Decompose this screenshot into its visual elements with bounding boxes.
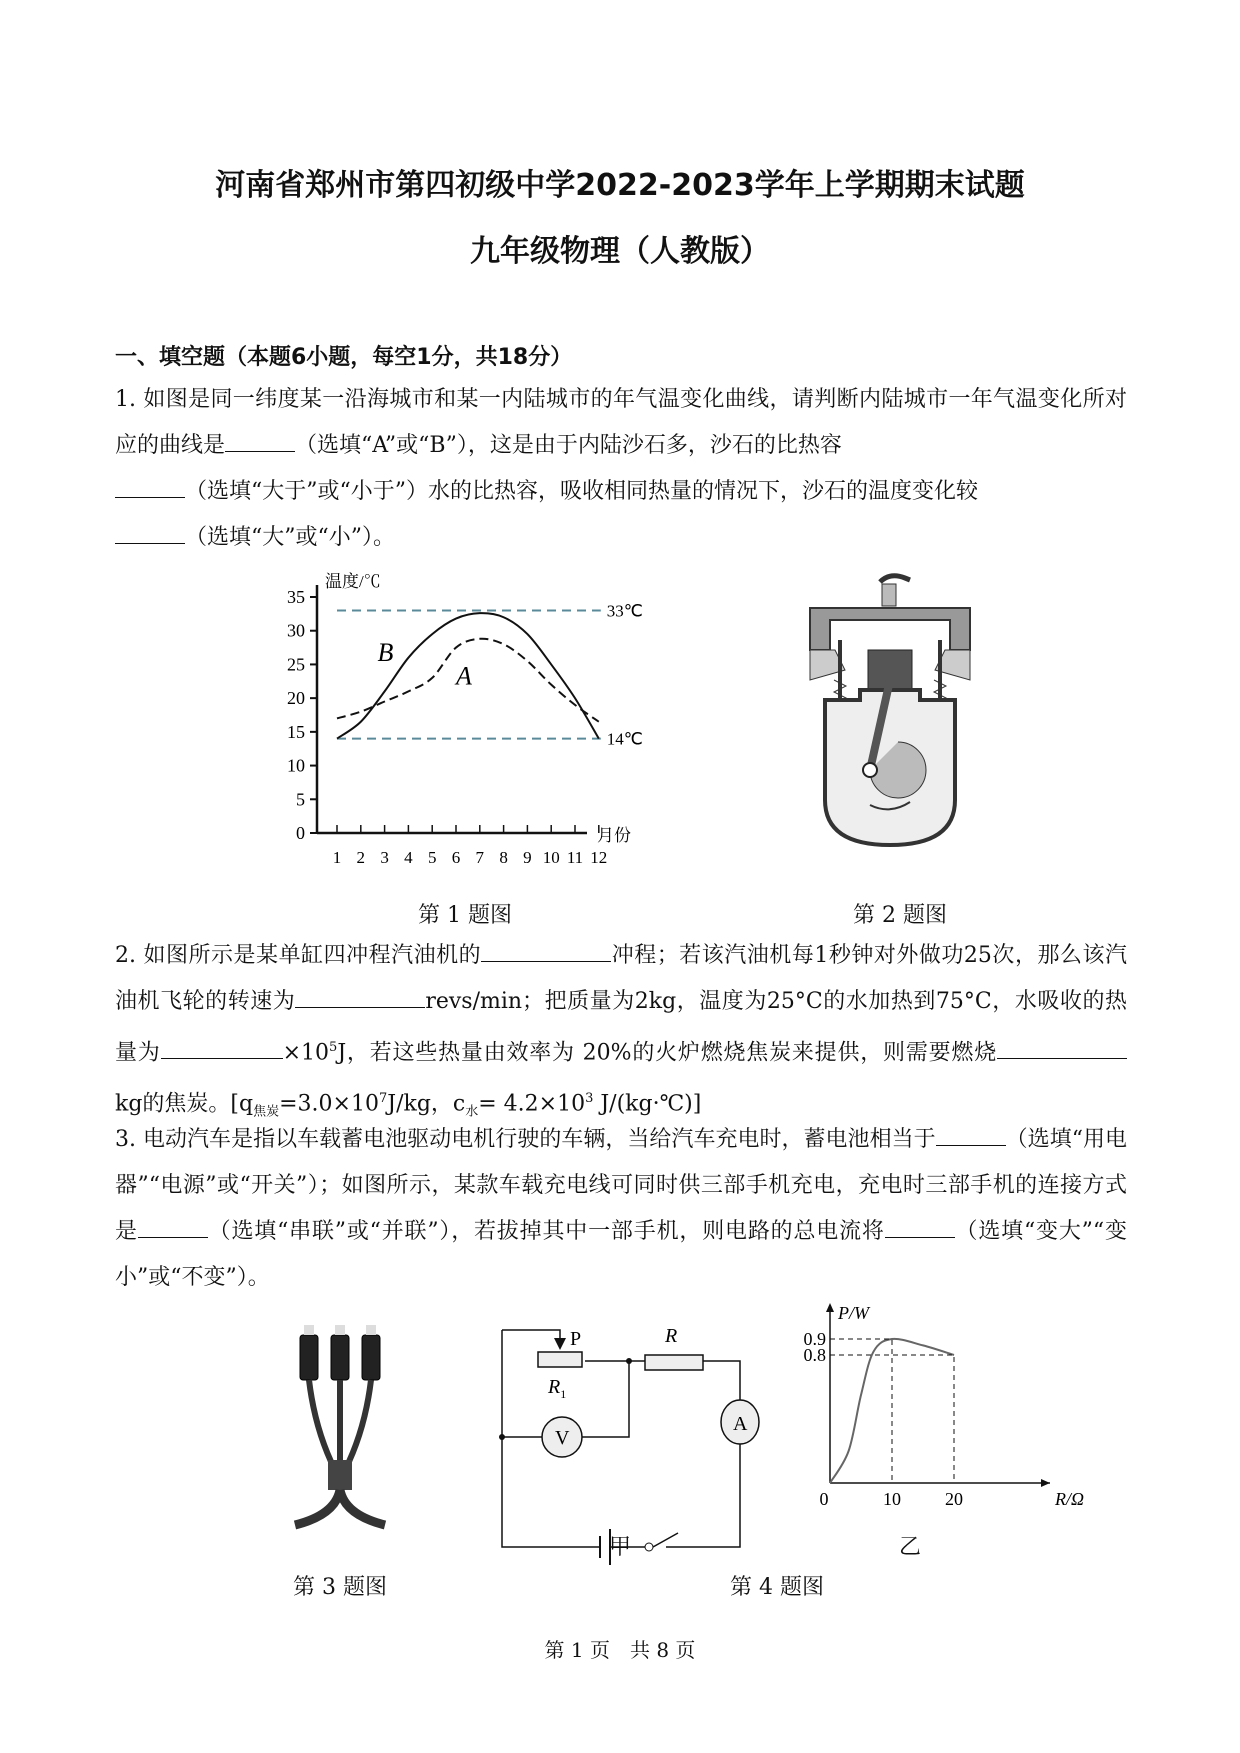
y-axis-label: P/W: [838, 1303, 869, 1323]
x-arrow: [1041, 1479, 1050, 1487]
x-tick-label: 5: [427, 848, 437, 867]
series-label-A: A: [456, 661, 472, 691]
engine-diagram: [800, 570, 980, 850]
x-tick-label: 0: [819, 1489, 829, 1509]
answer-blank[interactable]: [885, 1215, 955, 1238]
y-tick-label: 0.9: [803, 1329, 826, 1349]
question-1: 1. 如图是同一纬度某一沿海城市和某一内陆城市的年气温变化曲线，请判断内陆城市一年气温变化所对应的曲线是 （选填“A”或“B”），这是由于内陆沙石多，沙石的比热容 （选填“大于”或“小于”）水的比热容，吸收相同热量的情况下，沙石的温度变化较 （选填“大”或“小”）。: [115, 387, 1127, 550]
figure-2-caption: 第 2 题图: [853, 903, 947, 928]
x-tick-label: 7: [475, 848, 485, 867]
y-tick-label: 25: [287, 654, 305, 675]
temperature-chart: [270, 565, 670, 875]
answer-blank[interactable]: [138, 1215, 208, 1238]
x-tick-label: 8: [499, 848, 508, 867]
answer-blank[interactable]: [115, 521, 185, 544]
x-tick-label: 4: [404, 848, 413, 867]
x-tick-label: 11: [566, 848, 584, 867]
answer-blank[interactable]: [161, 1036, 283, 1059]
voltmeter-label: V: [555, 1427, 570, 1449]
resistor-label: R: [665, 1325, 678, 1347]
x-tick-label: 1: [332, 848, 342, 867]
y-tick-label: 30: [287, 620, 305, 641]
x-tick-label: 6: [451, 848, 461, 867]
answer-blank[interactable]: [295, 985, 425, 1008]
reference-label: 33℃: [606, 601, 643, 621]
x-tick-label: 12: [590, 848, 608, 867]
answer-blank[interactable]: [936, 1123, 1006, 1146]
slider-label: P: [570, 1328, 582, 1350]
page-footer: 第 1 页 共 8 页: [544, 1638, 696, 1662]
x-tick-label: 2: [356, 848, 366, 867]
power-resistance-graph: [780, 1295, 1085, 1515]
x-axis-label: 月份: [597, 826, 631, 845]
y-axis-label: 温度/℃: [325, 572, 381, 591]
x-tick-label: 20: [945, 1489, 963, 1509]
x-tick-label: 10: [542, 848, 560, 867]
y-tick-label: 20: [287, 688, 305, 709]
y-tick-label: 10: [287, 755, 305, 776]
rheostat-label: $R_1$: [548, 1376, 567, 1401]
question-3: 3. 电动汽车是指以车载蓄电池驱动电机行驶的车辆，当给汽车充电时，蓄电池相当于 （选填“用电器”“电源”或“开关”）；如图所示，某款车载充电线可同时供三部手机充电，充电时三部手机的连接方式是 （选填“串联”或“并联”），若拔掉其中一部手机，则电路的总电流将 （选填“变大”“变小”或“不变”）。: [115, 1117, 1127, 1301]
answer-blank[interactable]: [225, 429, 295, 452]
guide-line: [830, 1355, 954, 1483]
circuit-diagram: [490, 1300, 750, 1540]
x-tick-label: 9: [523, 848, 532, 867]
page-title: 河南省郑州市第四初级中学2022-2023学年上学期期末试题: [215, 168, 1025, 203]
y-tick-label: 5: [296, 789, 305, 810]
y-tick-label: 35: [287, 587, 305, 607]
x-tick-label: 10: [883, 1489, 901, 1509]
figure-4b-label: 乙: [898, 1535, 921, 1560]
y-tick-label: 15: [287, 721, 305, 742]
figure-4-caption: 第 4 题图: [730, 1575, 824, 1600]
x-tick-label: 3: [380, 848, 389, 867]
ammeter-label: A: [733, 1413, 748, 1435]
y-tick-label: 0: [296, 823, 305, 843]
section-heading: 一、填空题（本题6小题，每空1分，共18分）: [115, 345, 573, 370]
answer-blank[interactable]: [115, 475, 185, 498]
answer-blank[interactable]: [997, 1036, 1127, 1059]
figure-4a-label: 甲: [608, 1535, 631, 1560]
reference-label: 14℃: [606, 729, 643, 749]
question-2: 2. 如图所示是某单缸四冲程汽油机的 冲程；若该汽油机每1秒钟对外做功25次，那么该汽油机飞轮的转速为 revs/min；把质量为2kg，温度为25°C的水加热到75°C，水吸收的热量为 $\times 10^5J$，若这些热量由效率为 20%的火炉燃烧焦炭来提供，则需要燃烧kg的焦炭。[$q_{焦炭}=3.0\times 10^7J/kg$，$c_水= 4.2\times 10^3$ J/(kg·℃)]: [115, 933, 1127, 1136]
y-arrow: [826, 1303, 834, 1312]
guide-line: [830, 1339, 892, 1483]
figure-3-caption: 第 3 题图: [293, 1575, 387, 1600]
answer-blank[interactable]: [481, 939, 611, 962]
page-subtitle: 九年级物理（人教版）: [470, 234, 770, 269]
charging-cable-image: [285, 1320, 395, 1530]
y-tick-label: 0.8: [803, 1345, 826, 1365]
figure-1-caption: 第 1 题图: [418, 903, 512, 928]
x-axis-label: R/Ω: [1055, 1489, 1085, 1509]
series-label-B: B: [377, 638, 394, 668]
